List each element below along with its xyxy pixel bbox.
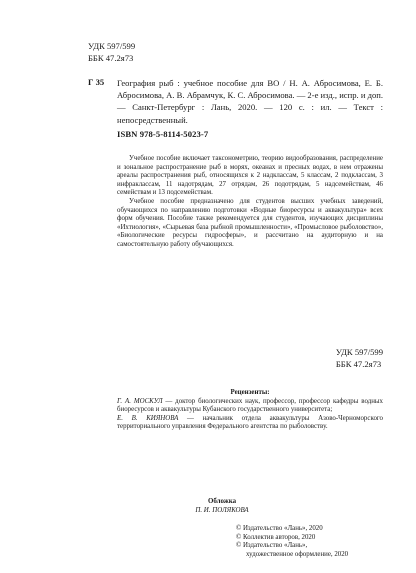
reviewer-1-name: Г. А. МОСКУЛ: [117, 397, 163, 405]
udk-code: УДК 597/599: [88, 41, 136, 51]
cover-title: Обложка: [207, 498, 237, 505]
reviewer-2: [117, 415, 383, 432]
reviewers-title: Рецензенты:: [230, 389, 270, 396]
reviewer-2-name: Е. В. КИЯНОВА: [117, 414, 179, 422]
copyright-line-2: © Коллектив авторов, 2020: [236, 533, 316, 541]
copyright-line-4: художественное оформление, 2020: [246, 550, 349, 558]
catalog-code: Г 35: [88, 77, 105, 87]
classification-bottom: [336, 347, 383, 370]
bbk-code-bottom: ББК 47.2я73: [335, 358, 382, 369]
classification-top: [88, 41, 135, 64]
copyright-block: [236, 525, 348, 559]
copyright-line-3: © Издательство «Лань»,: [236, 542, 308, 550]
copyright-line-1: © Издательство «Лань», 2020: [236, 525, 323, 532]
bibliographic-record: [117, 77, 383, 126]
udk-code-bottom: УДК 597/599: [335, 347, 383, 357]
bibliographic-description: География рыб : учебное пособие для ВО / Н. А. Абросимова, Е. Б. Абросимова, А. В. Абрамчук, К. С. Абросимова. — 2-е изд., испр. и доп. — Санкт-Петербург : Лань, 2020. — 120 с. : ил. — Текст : непосредственный.: [117, 78, 383, 125]
cover-credit: [117, 498, 327, 515]
cover-designer: П. И. ПОЛЯКОВА: [195, 506, 249, 514]
bbk-code: ББК 47.2я73: [88, 52, 134, 63]
reviewer-1-text: — доктор биологических наук, профессор, профессор кафедры водных биоресурсов и аквакультуры Кубанского государственного университета;: [117, 397, 383, 414]
abstract-paragraph-2: Учебное пособие предназначено для студентов высших учебных заведений, обучающихся по направлению подготовки «Водные биоресурсы и аквакультура» всех форм обучения. Пособие также рекомендуется для студентов, изучающих дисциплины «Ихтиология», «Сырьевая база рыбной промышленности», «Промысловое рыболовство», «Биологические ресурсы гидросферы», и рассчитано на аудиторную и на самостоятельную работу обучающихся.: [117, 197, 383, 248]
reviewer-1: [117, 398, 383, 415]
reviewers-section: [117, 389, 383, 432]
isbn: ISBN 978-5-8114-5023-7: [117, 129, 209, 139]
reviewer-2-text: — начальник отдела аквакультуры Азово-Черноморского территориального управления Федерального агентства по рыболовству.: [117, 414, 383, 431]
abstract-paragraph-1: Учебное пособие включает таксонометрию, теорию видообразования, распределение и зональное распространение рыб в морях, океанах и пресных водах, в нем отражены ареалы распространения рыб, относящихся к 2 надклассам, 5 классам, 2 подклассам, 3 инфраклассам, 11 надотрядам, 27 отрядам, 26 подотрядам, 5 надсемействам, 46 семействам и 13 подсемействам.: [117, 155, 383, 197]
abstract: [117, 155, 383, 250]
